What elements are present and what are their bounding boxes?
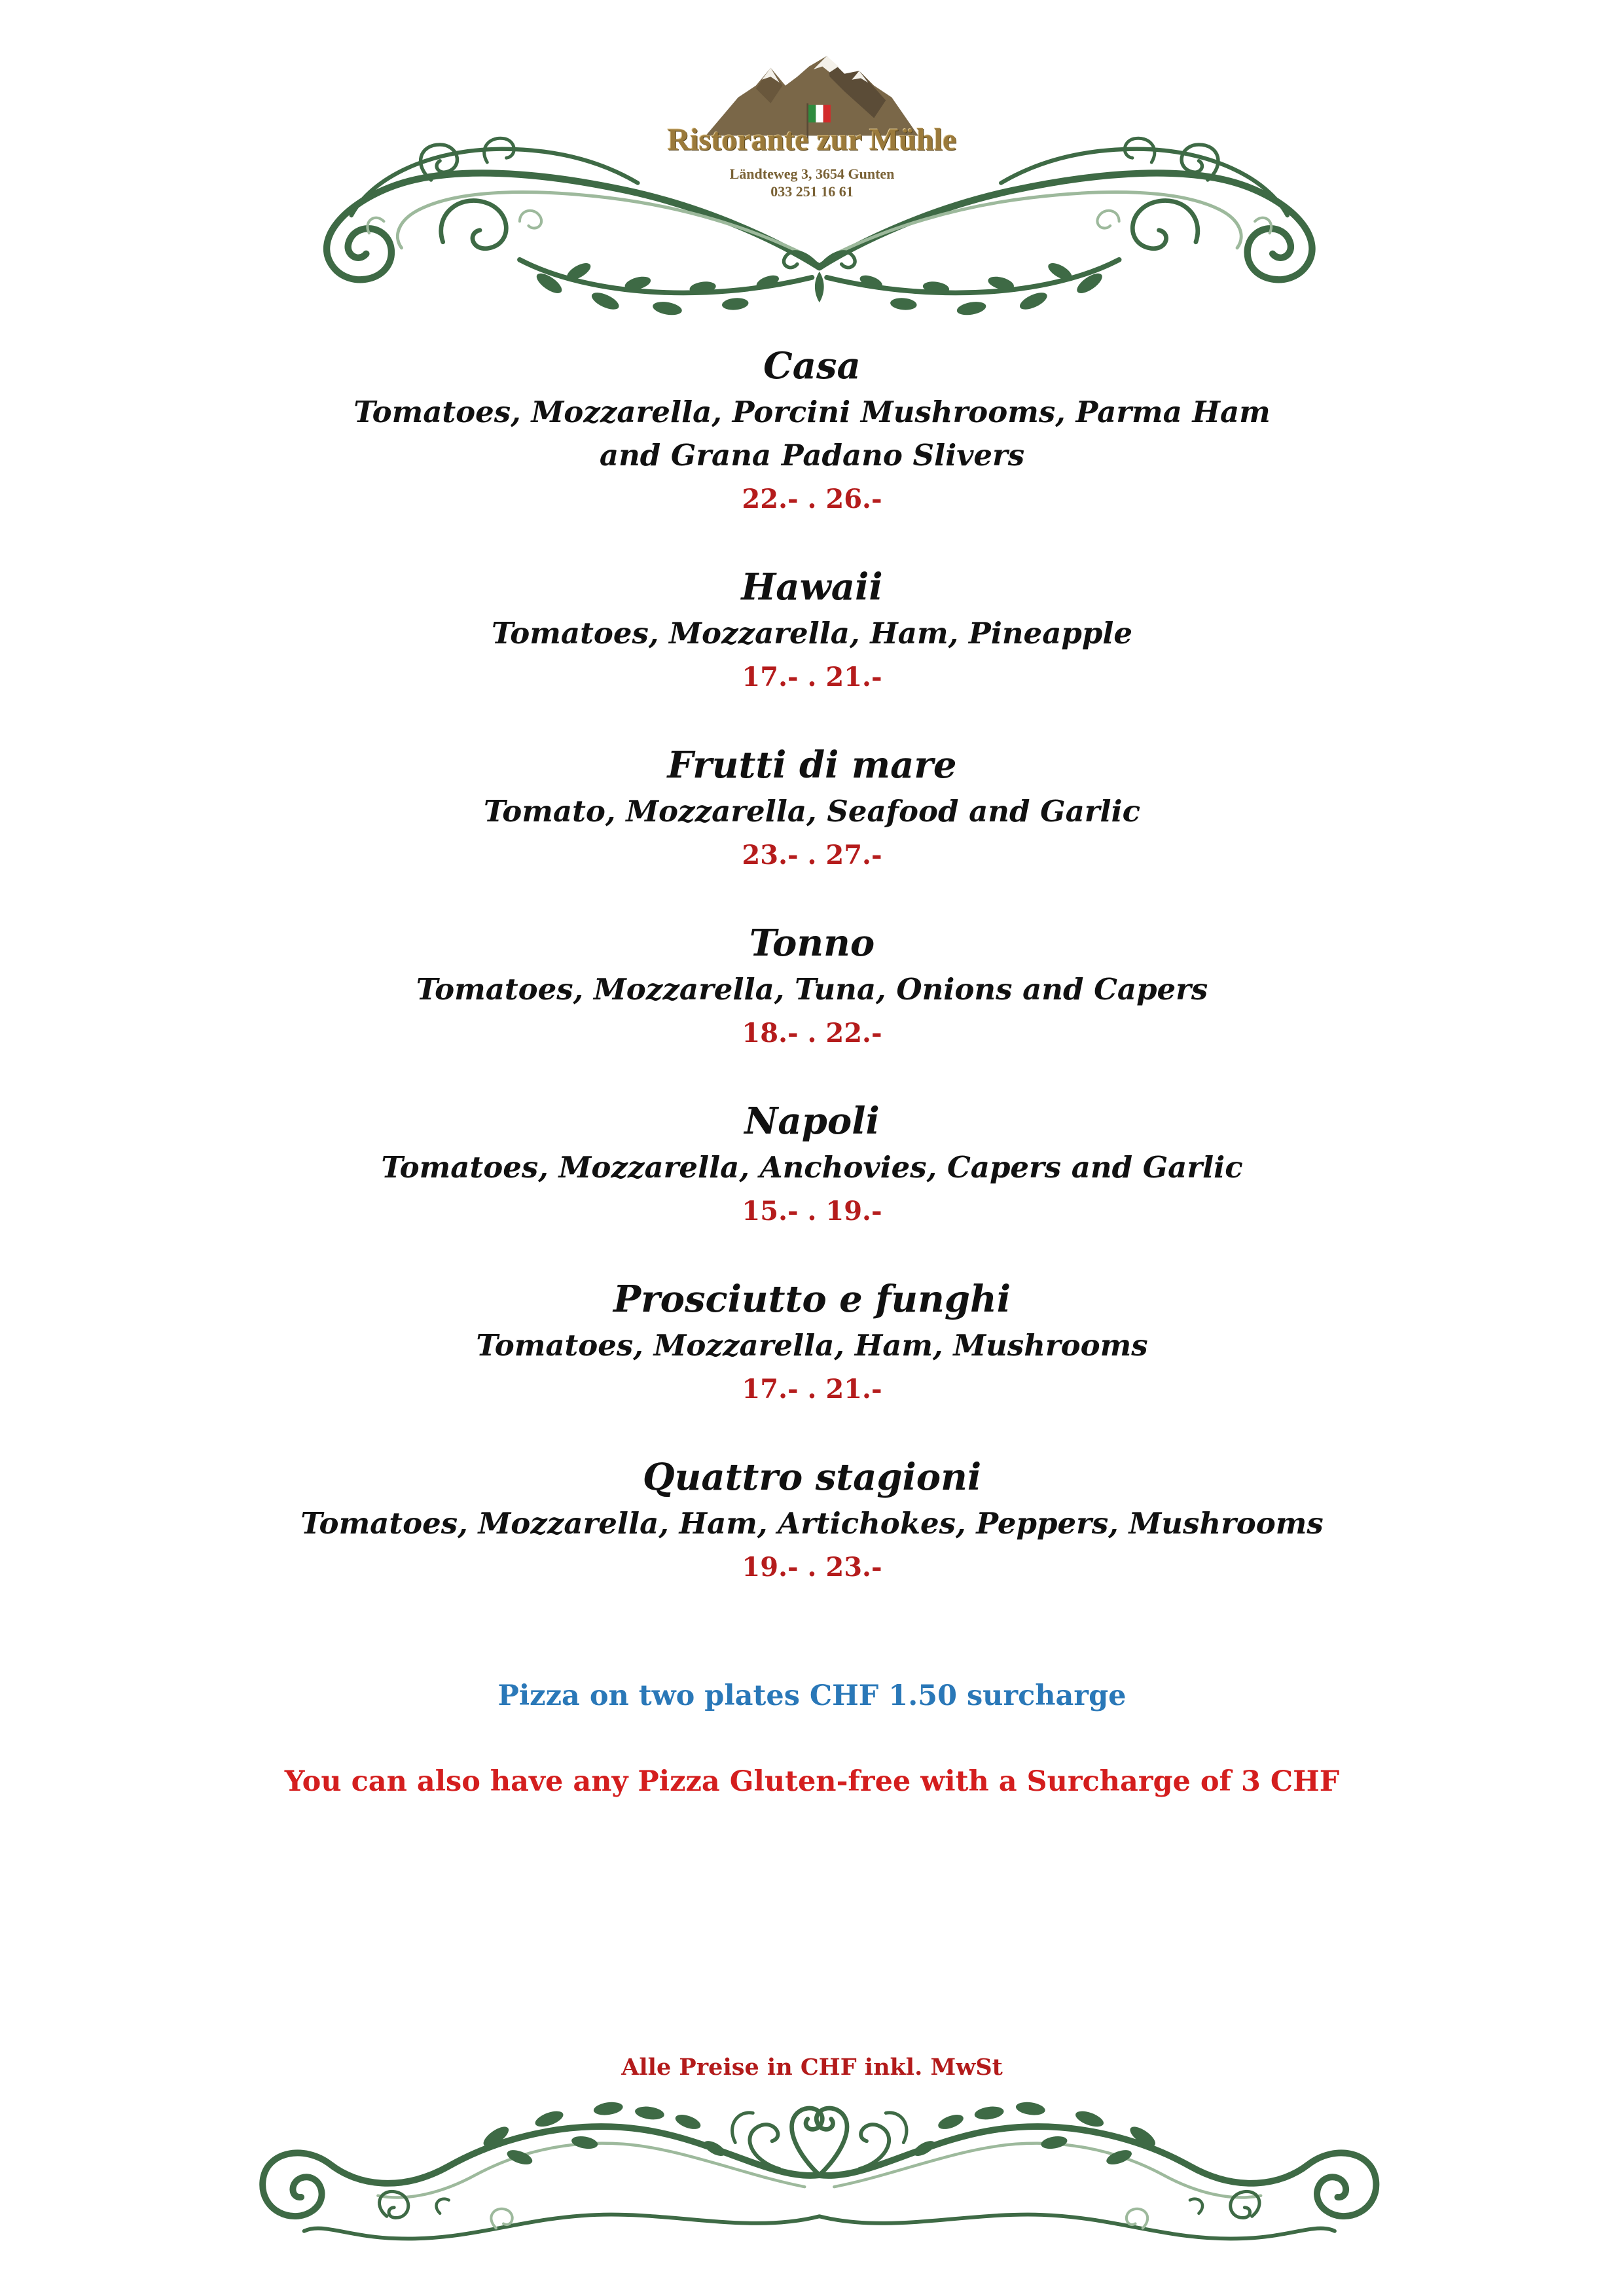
menu-item-name: Quattro stagioni — [642, 1456, 982, 1499]
menu-item-description: Tomato, Mozzarella, Seafood and Garlic — [483, 794, 1141, 829]
menu-item — [0, 1274, 1624, 1412]
menu-item-description: Tomatoes, Mozzarella, Ham, Mushrooms — [476, 1328, 1148, 1363]
menu-item — [0, 918, 1624, 1056]
menu-item-name: Tonno — [749, 922, 875, 965]
menu-item-price: 17.- . 21.- — [742, 662, 882, 692]
menu-item-name: Hawaii — [741, 565, 883, 609]
menu-item-description: Tomatoes, Mozzarella, Ham, Pineapple — [491, 616, 1133, 651]
menu-item-name: Casa — [763, 344, 861, 387]
menu-item — [0, 1452, 1624, 1590]
menu-item-name: Prosciutto e funghi — [613, 1278, 1011, 1321]
gluten-free-note: You can also have any Pizza Gluten-free with a Surcharge of 3 CHF — [284, 1765, 1340, 1798]
menu-item — [0, 341, 1624, 522]
menu-item-description: and Grana Padano Slivers — [599, 438, 1025, 473]
menu-item-price: 22.- . 26.- — [742, 484, 882, 514]
menu-item-price: 15.- . 19.- — [742, 1196, 882, 1227]
menu-item-price: 17.- . 21.- — [742, 1374, 882, 1405]
menu-item-description: Tomatoes, Mozzarella, Anchovies, Capers and Garlic — [381, 1150, 1243, 1185]
restaurant-phone: 033 251 16 61 — [770, 183, 854, 200]
restaurant-address: Ländteweg 3, 3654 Gunten — [729, 166, 895, 182]
menu-item-description: Tomatoes, Mozzarella, Ham, Artichokes, Peppers, Mushrooms — [300, 1506, 1324, 1541]
two-plates-note: Pizza on two plates CHF 1.50 surcharge — [497, 1679, 1127, 1712]
menu-item — [0, 1096, 1624, 1234]
price-vat-note: Alle Preise in CHF inkl. MwSt — [621, 2054, 1003, 2081]
bottom-ornament — [262, 2100, 1376, 2238]
menu-item-name: Napoli — [744, 1100, 880, 1143]
pizza-menu-list — [0, 341, 1624, 1630]
menu-item-price: 19.- . 23.- — [742, 1552, 882, 1583]
restaurant-name: Ristorante zur Mühle — [667, 122, 957, 157]
menu-item-price: 23.- . 27.- — [742, 840, 882, 870]
menu-item — [0, 562, 1624, 700]
menu-item-description: Tomatoes, Mozzarella, Tuna, Onions and Capers — [416, 972, 1208, 1007]
menu-item-description: Tomatoes, Mozzarella, Porcini Mushrooms, Parma Ham — [353, 395, 1271, 429]
menu-item-name: Frutti di mare — [667, 744, 957, 787]
menu-item — [0, 740, 1624, 878]
menu-item-price: 18.- . 22.- — [742, 1018, 882, 1049]
